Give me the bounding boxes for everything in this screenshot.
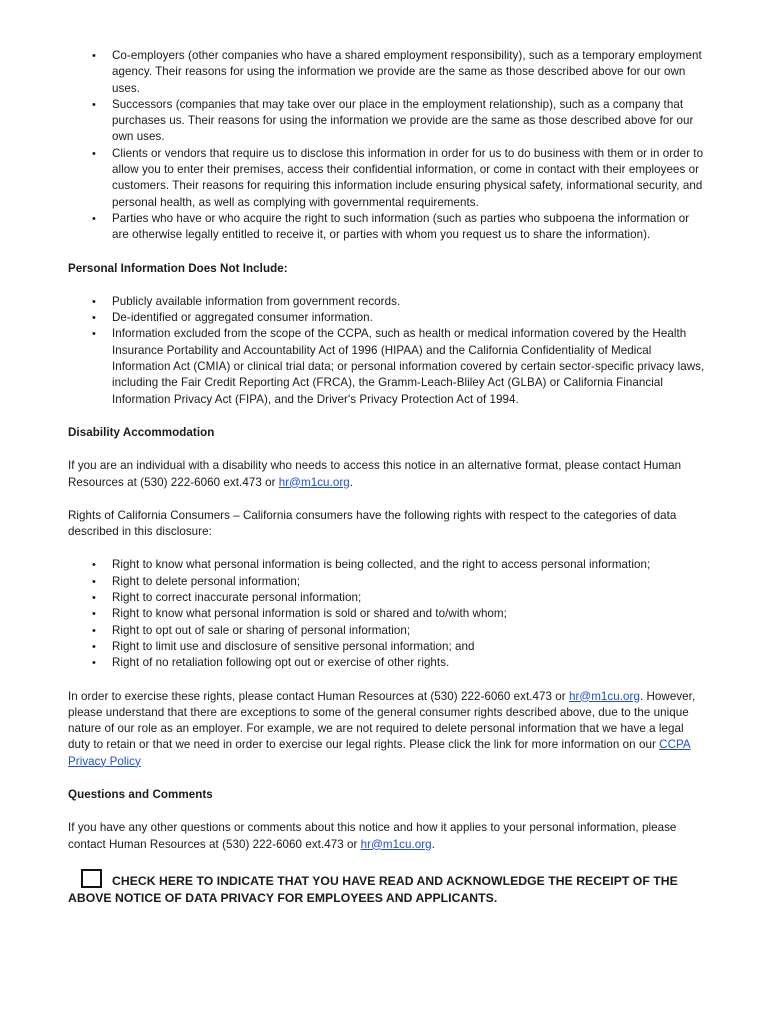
disability-text: If you are an individual with a disability who needs to access this notice in an alternative format, please contact Human Resources at (530) 222-6060 ext.473 or [68,459,682,489]
questions-text: If you have any other questions or comments about this notice and how it applies to your personal information, please contact Human Resources at (530) 222-6060 ext.473 or [68,821,677,851]
list-item-text: Right of no retaliation following opt out or exercise of other rights. [112,656,450,670]
list-item-text: Right to know what personal information is sold or shared and to/with whom; [112,607,507,621]
sharing-list [68,48,708,244]
bullet-icon: • [92,575,96,588]
bullet-icon: • [92,592,96,605]
document-page [68,48,708,907]
bullet-icon: • [92,624,96,637]
list-item-text: Co-employers (other companies who have a shared employment responsibility), such as a temporary employment agency. Their reasons for using the information we provide are the same as those described above for our own uses. [112,49,702,95]
rights-intro: Rights of California Consumers – California consumers have the following rights with respect to the categories of data described in this disclosure: [68,508,677,539]
email-link[interactable]: hr@m1cu.org [278,475,350,489]
list-item-text: Right to delete personal information; [112,574,301,588]
acknowledge-checkbox[interactable] [81,869,102,888]
acknowledge-text: CHECK HERE TO INDICATE THAT YOU HAVE READ AND ACKNOWLEDGE THE RECEIPT OF THE ABOVE NOTICE OF DATA PRIVACY FOR EMPLOYEES AND APPLICANTS. [68,873,678,905]
ccpa-policy-link[interactable]: CCPA Privacy Policy [68,738,691,768]
bullet-icon: • [92,147,96,160]
list-item [92,623,708,639]
acknowledge-block [68,869,708,907]
list-item-text: Right to correct inaccurate personal information; [112,591,362,605]
not-include-list [68,294,708,408]
bullet-icon: • [92,295,96,308]
list-item [92,146,708,211]
list-item-text: Clients or vendors that require us to disclose this information in order for us to do business with them or in order to allow you to enter their premises, access their confidential information, or come in contact with their employees or customers. Their reasons for requiring this information include ensuring physical safety, informational security, and personal health, as well as complying with governmental requirements. [112,146,704,209]
disability-paragraph [68,458,708,491]
list-item [92,557,708,573]
bullet-icon: • [92,657,96,670]
email-link[interactable]: hr@m1cu.org [360,837,432,851]
not-include-heading: Personal Information Does Not Include: [68,261,288,275]
bullet-icon: • [92,98,96,111]
list-item-text: Successors (companies that may take over our place in the employment relationship), such as a company that purchases us. Their reasons for using the information we provide are the same as those described above for our own uses. [112,97,694,144]
list-item [92,326,708,407]
list-item [92,294,708,310]
list-item [92,606,708,622]
list-item [92,655,708,671]
list-item-text: Information excluded from the scope of the CCPA, such as health or medical information covered by the Health Insurance Portability and Accountability Act of 1996 (HIPAA) and the California Confidentiality of Medical Information Act (CMIA) or clinical trial data; or personal information covered by certain sector-specific privacy laws, including the Fair Credit Reporting Act (FRCA), the Gramm-Leach-Bliley Act (GLBA) or California Financial Information Privacy Act (FIPA), and the Driver's Privacy Protection Act of 1994. [112,327,705,406]
questions-paragraph [68,820,708,853]
email-link[interactable]: hr@m1cu.org [568,689,640,703]
list-item-text: Right to know what personal information is being collected, and the right to access personal information; [112,558,651,572]
exercise-text: In order to exercise these rights, please contact Human Resources at (530) 222-6060 ext.473 or [68,689,569,703]
bullet-icon: • [92,50,96,62]
bullet-icon: • [92,212,96,225]
disability-heading: Disability Accommodation [68,425,215,439]
bullet-icon: • [92,608,96,621]
list-item [92,590,708,606]
exercise-paragraph [68,689,708,770]
list-item [92,97,708,146]
list-item-text: Right to limit use and disclosure of sensitive personal information; and [112,639,475,653]
list-item [92,48,708,97]
questions-heading: Questions and Comments [68,787,213,801]
exercise-text-2: . However, please understand that there are exceptions to some of the general consumer rights described above, due to the unique nature of our role as an employer. For example, we are not required to delete personal information that we have a legal duty to retain or that we need in order to exercise our legal rights. Please click the link for more information on our [68,689,696,752]
list-item-text: De-identified or aggregated consumer information. [112,311,373,325]
list-item-text: Right to opt out of sale or sharing of personal information; [112,623,411,637]
list-item [92,574,708,590]
list-item [92,310,708,326]
rights-list [68,557,708,671]
bullet-icon: • [92,640,96,653]
list-item-text: Publicly available information from government records. [112,294,401,308]
list-item [92,211,708,244]
disability-text-end: . [349,475,354,489]
questions-text-end: . [431,837,435,851]
bullet-icon: • [92,312,96,325]
list-item [92,639,708,655]
bullet-icon: • [92,559,96,572]
list-item-text: Parties who have or who acquire the right to such information (such as parties who subpoena the information or are otherwise legally entitled to receive it, or parties with whom you request us to share the information). [112,211,690,242]
bullet-icon: • [92,328,96,341]
